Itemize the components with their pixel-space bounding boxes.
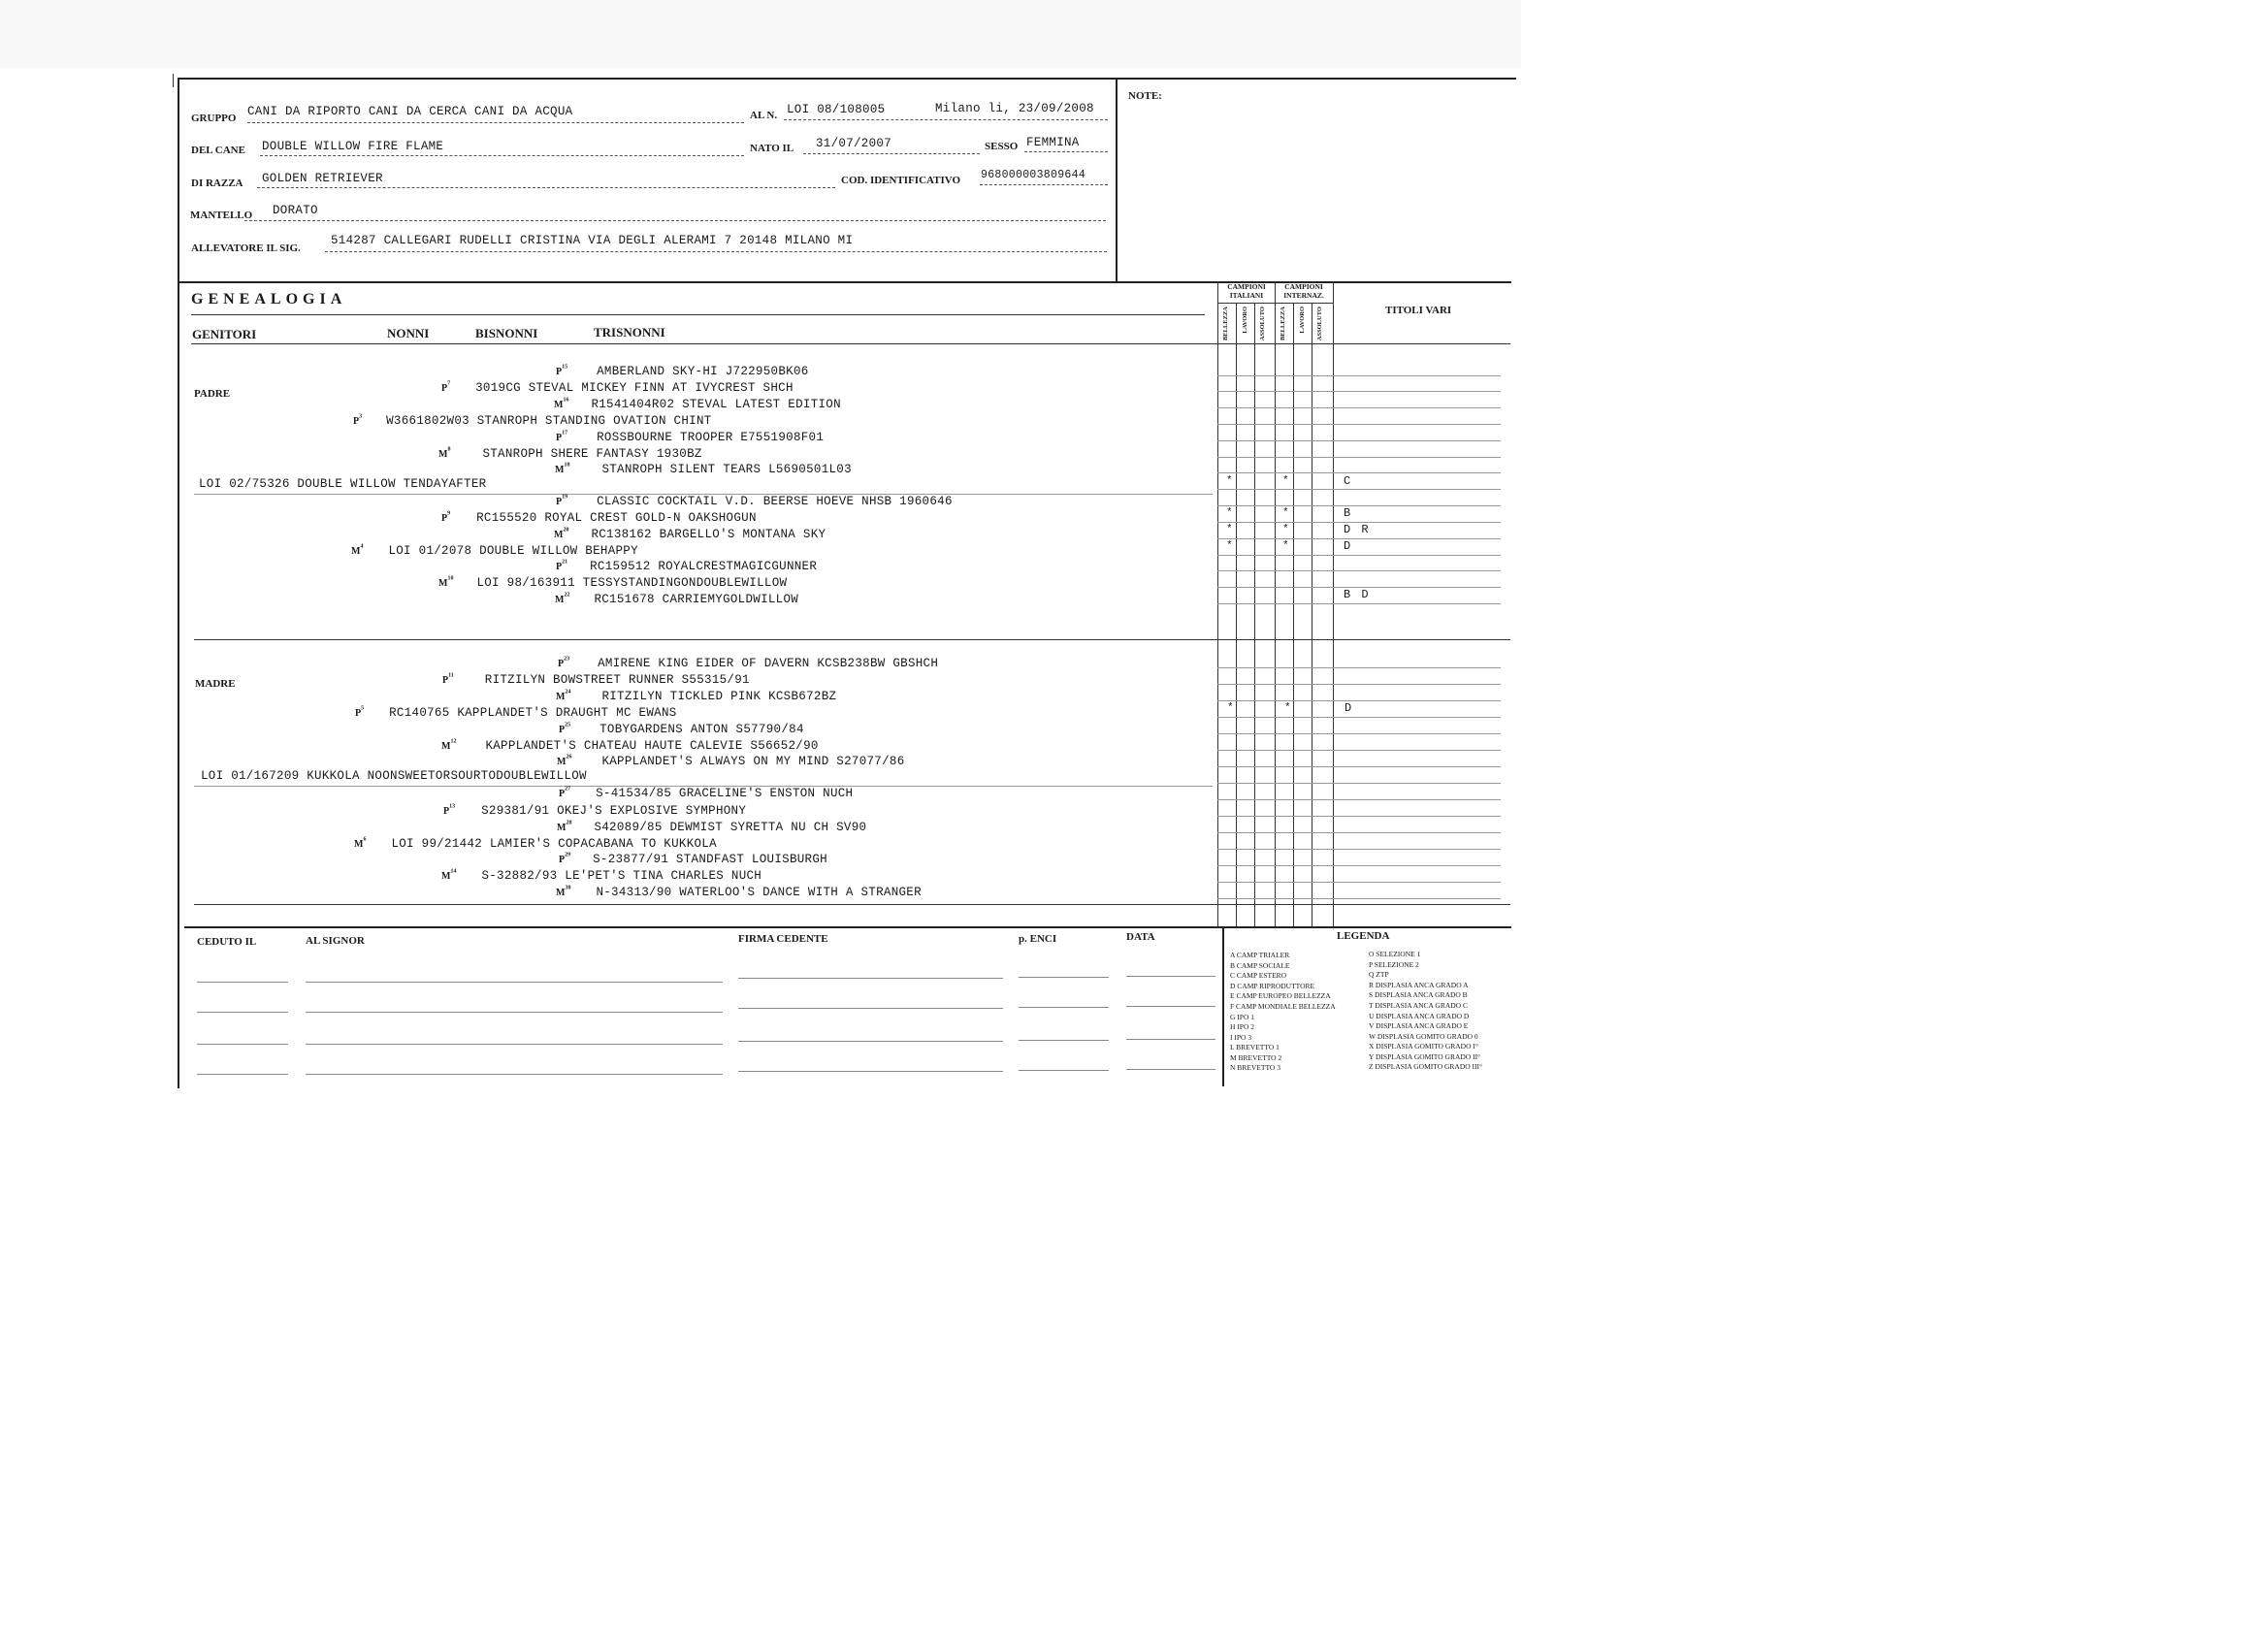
del-cane-label: DEL CANE <box>191 145 245 156</box>
pedigree-entry-m22: $M^{22}$ RC151678 CARRIEMYGOLDWILLOW <box>555 592 799 606</box>
firma-cedente-label: FIRMA CEDENTE <box>738 933 828 945</box>
legend-item: M BREVETTO 2 <box>1230 1053 1282 1062</box>
mantello-label: MANTELLO <box>190 210 253 221</box>
footer-line <box>1019 1007 1109 1008</box>
footer-line <box>1126 976 1215 977</box>
gruppo-value: CANI DA RIPORTO CANI DA CERCA CANI DA ACQUA <box>247 105 573 118</box>
legend-item: E CAMP EUROPEO BELLEZZA <box>1230 991 1331 1000</box>
al-signor-label: AL SIGNOR <box>306 935 365 947</box>
pedigree-entry-m20: $M^{20}$ RC138162 BARGELLO'S MONTANA SKY <box>554 527 826 541</box>
sesso-label: SESSO <box>985 141 1019 152</box>
pedigree-entry-m28: $M^{28}$ S42089/85 DEWMIST SYRETTA NU CH SV90 <box>557 820 867 834</box>
legend-item: O SELEZIONE 1 <box>1369 950 1421 958</box>
legend-item: R DISPLASIA ANCA GRADO A <box>1369 981 1469 989</box>
legend-item: P SELEZIONE 2 <box>1369 960 1419 969</box>
footer-line <box>1126 1069 1215 1070</box>
titoli-rule <box>1217 440 1501 441</box>
pedigree-entry-p19: $P^{19}$ CLASSIC COCKTAIL V.D. BEERSE HOEVE NHSB 1960646 <box>556 494 953 508</box>
int-assoluto-label: ASSOLUTO <box>1316 307 1323 341</box>
p-enci-label: p. ENCI <box>1019 933 1057 945</box>
titoli-rule <box>1217 816 1501 817</box>
legend-item: F CAMP MONDIALE BELLEZZA <box>1230 1002 1336 1011</box>
gruppo-label: GRUPPO <box>191 113 237 124</box>
legend-item: D CAMP RIPRODUTTORE <box>1230 982 1315 990</box>
footer-line <box>197 1074 288 1075</box>
titoli-rule <box>1217 667 1501 668</box>
cod-identificativo-value: 968000003809644 <box>981 169 1086 181</box>
titoli-value: C <box>1344 474 1353 488</box>
nato-il-underline <box>803 153 980 154</box>
footer-line <box>197 982 288 983</box>
titoli-rule <box>1217 832 1501 833</box>
pedigree-entry-m30: $M^{30}$ N-34313/90 WATERLOO'S DANCE WITH A STRANGER <box>556 885 922 899</box>
star-mark: * <box>1282 540 1289 552</box>
padre-label: PADRE <box>194 388 231 400</box>
legend-item: U DISPLASIA ANCA GRADO D <box>1369 1012 1470 1020</box>
legend-title: LEGENDA <box>1337 930 1390 942</box>
pedigree-entry-p21: $P^{21}$ RC159512 ROYALCRESTMAGICGUNNER <box>556 559 818 573</box>
footer-line <box>306 1012 723 1013</box>
footer-line <box>1019 977 1109 978</box>
place-date-value: Milano li, 23/09/2008 <box>935 102 1094 115</box>
titoli-rule <box>1217 882 1501 883</box>
genealogia-title-rule <box>191 314 1205 315</box>
titoli-rule <box>1217 472 1501 473</box>
star-mark: * <box>1282 507 1289 519</box>
legend-item: C CAMP ESTERO <box>1230 971 1287 980</box>
star-mark: * <box>1226 475 1233 487</box>
pedigree-entry-p27: $P^{27}$ S-41534/85 GRACELINE'S ENSTON NUCH <box>559 786 854 800</box>
legend-item: Y DISPLASIA GOMITO GRADO II° <box>1369 1052 1481 1061</box>
genealogia-header-rule <box>191 343 1510 344</box>
frame-left-mark <box>173 74 174 87</box>
int-bellezza-label: BELLEZZA <box>1280 307 1286 341</box>
footer-line <box>738 978 1003 979</box>
titoli-rule <box>1217 783 1501 784</box>
footer-top-rule <box>184 926 1511 928</box>
campioni-sub-rule <box>1217 303 1334 304</box>
titoli-rule <box>1217 407 1501 408</box>
allevatore-value: 514287 CALLEGARI RUDELLI CRISTINA VIA DEGLI ALERAMI 7 20148 MILANO MI <box>331 234 854 247</box>
titoli-rule <box>1217 717 1501 718</box>
genealogy-bottom-rule <box>194 904 1510 905</box>
titoli-rule <box>1217 733 1501 734</box>
pedigree-entry-m16: $M^{16}$ R1541404R02 STEVAL LATEST EDITION <box>554 397 841 411</box>
titoli-rule <box>1217 424 1501 425</box>
del-cane-underline <box>260 155 744 156</box>
legend-item: A CAMP TRIALER <box>1230 951 1290 959</box>
pedigree-entry-m24: $M^{24}$ RITZILYN TICKLED PINK KCSB672BZ <box>556 689 837 703</box>
footer-line <box>197 1012 288 1013</box>
legend-item: Z DISPLASIA GOMITO GRADO III° <box>1369 1062 1483 1071</box>
note-label: NOTE: <box>1128 90 1162 102</box>
footer-line <box>197 1044 288 1045</box>
pedigree-entry-p3: $P^3$ W3661802W03 STANROPH STANDING OVATION CHINT <box>353 413 712 428</box>
titoli-value: D R <box>1344 523 1371 536</box>
titoli-rule <box>1217 570 1501 571</box>
mantello-underline <box>244 220 1106 221</box>
nato-il-value: 31/07/2007 <box>816 137 892 150</box>
footer-line <box>306 1044 723 1045</box>
nato-il-label: NATO IL <box>750 143 794 154</box>
padre-parent-name: LOI 02/75326 DOUBLE WILLOW TENDAYAFTER <box>199 477 487 491</box>
cod-underline <box>980 184 1108 185</box>
legend-item: W DISPLASIA GOMITO GRADO 0 <box>1369 1032 1478 1041</box>
legend-item: I IPO 3 <box>1230 1033 1252 1042</box>
mantello-value: DORATO <box>273 204 318 217</box>
titoli-rule <box>1217 865 1501 866</box>
col-trisnonni: TRISNONNI <box>594 325 665 340</box>
footer-line <box>306 1074 723 1075</box>
pedigree-entry-m12: $M^{12}$ KAPPLANDET'S CHATEAU HAUTE CALEVIE S56652/90 <box>441 738 819 753</box>
titoli-rule <box>1217 538 1501 539</box>
it-bellezza-label: BELLEZZA <box>1222 307 1229 341</box>
document-frame <box>178 78 1516 1088</box>
pedigree-entry-p29: $P^{29}$ S-23877/91 STANDFAST LOUISBURGH <box>559 852 827 866</box>
genealogia-title: GENEALOGIA <box>191 291 347 307</box>
footer-line <box>738 1008 1003 1009</box>
allevatore-label: ALLEVATORE IL SIG. <box>191 242 301 254</box>
col-nonni: NONNI <box>387 326 430 340</box>
titoli-rule <box>1217 489 1501 490</box>
pedigree-entry-m4: $M^4$ LOI 01/2078 DOUBLE WILLOW BEHAPPY <box>351 543 638 558</box>
cod-identificativo-label: COD. IDENTIFICATIVO <box>841 175 961 186</box>
int-lavoro-label: LAVORO <box>1299 307 1306 334</box>
titoli-value: B D <box>1344 588 1371 601</box>
it-lavoro-label: LAVORO <box>1242 307 1248 334</box>
titoli-value: B <box>1344 506 1353 520</box>
pedigree-entry-p13: $P^{13}$ S29381/91 OKEJ'S EXPLOSIVE SYMPHONY <box>443 803 747 818</box>
titoli-rule <box>1217 684 1501 685</box>
star-mark: * <box>1282 475 1289 487</box>
titoli-rule <box>1217 375 1501 376</box>
allevatore-underline <box>325 251 1107 252</box>
legend-item: N BREVETTO 3 <box>1230 1063 1280 1072</box>
star-mark: * <box>1282 524 1289 535</box>
titoli-rule <box>1217 898 1501 899</box>
legend-item: X DISPLASIA GOMITO GRADO I° <box>1369 1042 1478 1051</box>
gruppo-underline <box>247 122 744 123</box>
it-assoluto-label: ASSOLUTO <box>1259 307 1266 341</box>
titoli-rule <box>1217 849 1501 850</box>
al-n-underline <box>784 119 1108 120</box>
legend-item: L BREVETTO 1 <box>1230 1043 1280 1051</box>
star-mark: * <box>1284 702 1291 714</box>
scan-background-band <box>0 0 1521 68</box>
pedigree-entry-p11: $P^{11}$ RITZILYN BOWSTREET RUNNER S55315/91 <box>442 672 750 687</box>
titoli-rule <box>1217 505 1501 506</box>
titoli-rule <box>1217 603 1501 604</box>
titoli-rule <box>1217 391 1501 392</box>
pedigree-entry-m14: $M^{14}$ S-32882/93 LE'PET'S TINA CHARLES NUCH <box>441 868 762 883</box>
footer-line <box>738 1071 1003 1072</box>
legend-divider <box>1222 926 1224 1086</box>
di-razza-label: DI RAZZA <box>191 178 243 189</box>
legend-item: S DISPLASIA ANCA GRADO B <box>1369 990 1468 999</box>
titoli-rule <box>1217 799 1501 800</box>
sesso-value: FEMMINA <box>1026 136 1080 149</box>
titoli-value: D <box>1344 539 1353 553</box>
di-razza-underline <box>257 187 835 188</box>
padre-madre-divider <box>194 639 1510 640</box>
data-label: DATA <box>1126 931 1155 943</box>
legend-item: Q ZTP <box>1369 970 1389 979</box>
pedigree-entry-p23: $P^{23}$ AMIRENE KING EIDER OF DAVERN KCSB238BW GBSHCH <box>558 656 939 670</box>
titoli-rule <box>1217 700 1501 701</box>
titoli-rule <box>1217 555 1501 556</box>
del-cane-value: DOUBLE WILLOW FIRE FLAME <box>262 140 444 153</box>
footer-line <box>1019 1040 1109 1041</box>
pedigree-entry-p7: $P^7$ 3019CG STEVAL MICKEY FINN AT IVYCREST SHCH <box>441 380 794 395</box>
pedigree-entry-p5: $P^5$ RC140765 KAPPLANDET'S DRAUGHT MC EWANS <box>355 705 677 720</box>
note-divider <box>1116 78 1118 281</box>
pedigree-entry-p9: $P^9$ RC155520 ROYAL CREST GOLD-N OAKSHOGUN <box>441 510 757 525</box>
al-n-label: AL N. <box>750 110 778 121</box>
star-mark: * <box>1226 524 1233 535</box>
pedigree-entry-m6: $M^6$ LOI 99/21442 LAMIER'S COPACABANA TO KUKKOLA <box>354 836 717 851</box>
star-mark: * <box>1226 540 1233 552</box>
titoli-rule <box>1217 750 1501 751</box>
pedigree-entry-m10: $M^{10}$ LOI 98/163911 TESSYSTANDINGONDOUBLEWILLOW <box>438 575 788 590</box>
legend-item: G IPO 1 <box>1230 1013 1255 1021</box>
legend-item: H IPO 2 <box>1230 1022 1255 1031</box>
titoli-vari-label: TITOLI VARI <box>1385 305 1452 316</box>
ceduto-il-label: CEDUTO IL <box>197 936 257 948</box>
legend-item: V DISPLASIA ANCA GRADO E <box>1369 1021 1469 1030</box>
pedigree-entry-m8: $M^8$ STANROPH SHERE FANTASY 1930BZ <box>438 446 702 461</box>
di-razza-value: GOLDEN RETRIEVER <box>262 172 383 185</box>
campioni-internaz-label: CAMPIONI INTERNAZ. <box>1283 282 1324 300</box>
footer-line <box>1126 1006 1215 1007</box>
col-genitori: GENITORI <box>192 327 257 341</box>
madre-label: MADRE <box>195 678 236 690</box>
footer-line <box>1126 1039 1215 1040</box>
col-bisnonni: BISNONNI <box>475 326 538 340</box>
star-mark: * <box>1226 507 1233 519</box>
titoli-rule <box>1217 457 1501 458</box>
footer-line <box>738 1041 1003 1042</box>
pedigree-entry-p17: $P^{17}$ ROSSBOURNE TROOPER E7551908F01 <box>556 430 825 444</box>
legend-item: T DISPLASIA ANCA GRADO C <box>1369 1001 1468 1010</box>
al-n-value: LOI 08/108005 <box>787 103 886 116</box>
madre-parent-name: LOI 01/167209 KUKKOLA NOONSWEETORSOURTODOUBLEWILLOW <box>201 769 587 783</box>
pedigree-entry-m18: $M^{18}$ STANROPH SILENT TEARS L5690501L03 <box>555 462 852 476</box>
star-mark: * <box>1227 702 1234 714</box>
pedigree-entry-p25: $P^{25}$ TOBYGARDENS ANTON S57790/84 <box>559 722 804 736</box>
pedigree-entry-p15: $P^{15}$ AMBERLAND SKY-HI J722950BK06 <box>556 364 809 378</box>
sesso-underline <box>1024 151 1108 152</box>
footer-line <box>1019 1070 1109 1071</box>
pedigree-entry-m26: $M^{26}$ KAPPLANDET'S ALWAYS ON MY MIND S27077/86 <box>557 754 905 768</box>
titoli-value: D <box>1345 701 1354 715</box>
titoli-rule <box>1217 766 1501 767</box>
legend-item: B CAMP SOCIALE <box>1230 961 1290 970</box>
footer-line <box>306 982 723 983</box>
campioni-italiani-label: CAMPIONI ITALIANI <box>1227 282 1266 300</box>
